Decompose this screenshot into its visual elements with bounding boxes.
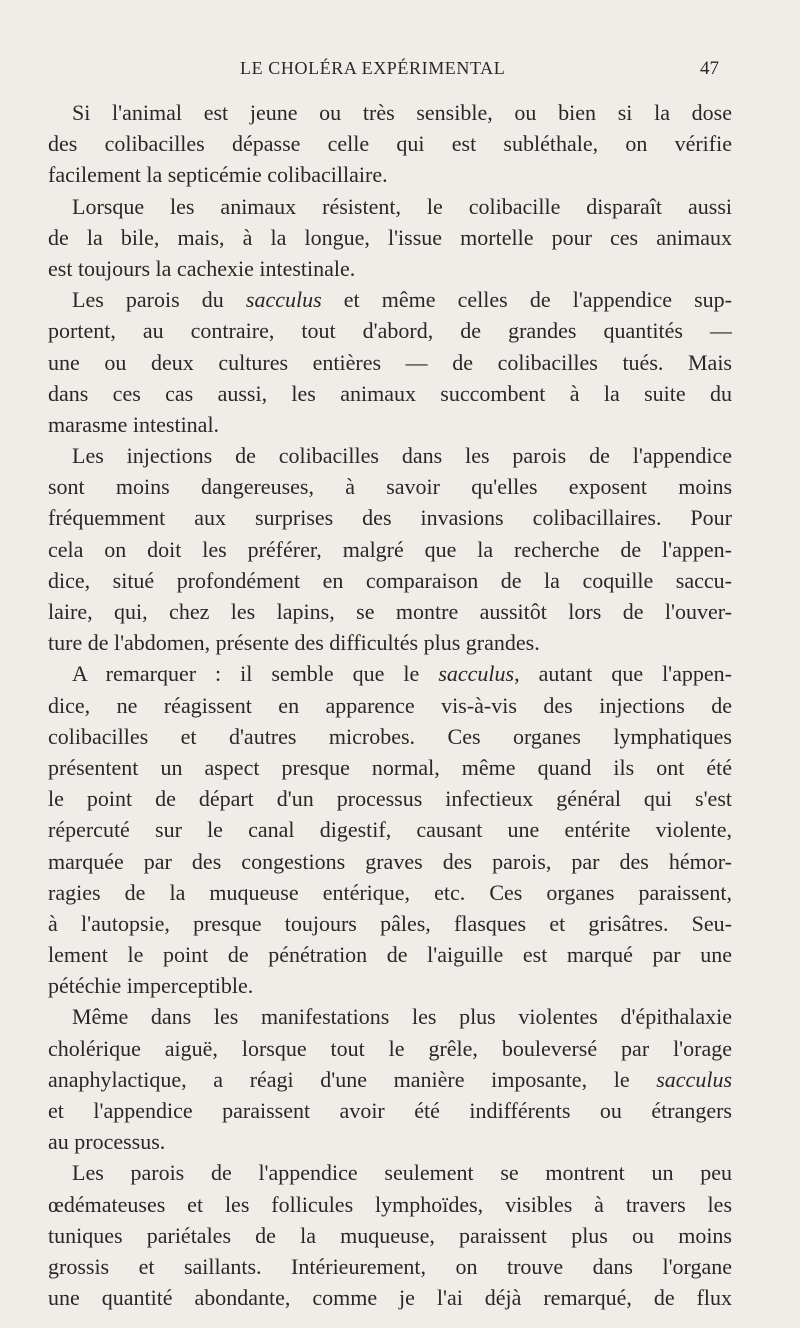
text-segment: une quantité abondante, comme je l'ai déjà remarqué, de flux	[48, 1285, 732, 1311]
text-segment: colibacilles et d'autres microbes. Ces organes lymphatiques	[48, 723, 732, 749]
text-line	[48, 315, 732, 346]
text-line	[48, 378, 732, 409]
text-line	[48, 502, 732, 533]
text-segment: facilement la septicémie colibacillaire.	[48, 162, 388, 188]
text-line	[48, 1095, 732, 1126]
text-line	[48, 222, 732, 253]
text-segment: lement le point de pénétration de l'aiguille est marqué par une	[48, 942, 732, 968]
text-line	[48, 596, 732, 627]
text-line	[48, 846, 732, 877]
text-segment: des colibacilles dépasse celle qui est subléthale, on vérifie	[48, 131, 732, 157]
text-segment: anaphylactique, a réagi d'une manière imposante, le	[48, 1066, 657, 1092]
text-line	[48, 1033, 732, 1064]
text-line	[48, 721, 732, 752]
text-segment: sont moins dangereuses, à savoir qu'elles exposent moins	[48, 474, 732, 500]
text-segment: répercuté sur le canal digestif, causant une entérite violente,	[48, 817, 732, 843]
text-line	[48, 1282, 732, 1313]
text-segment: Les parois de l'appendice seulement se montrent un peu	[72, 1160, 732, 1186]
text-line	[48, 877, 732, 908]
text-segment: laire, qui, chez les lapins, se montre aussitôt lors de l'ouver-	[48, 599, 732, 624]
italic-term: sacculus	[438, 661, 515, 687]
text-line	[48, 128, 732, 159]
text-line	[48, 1157, 732, 1188]
text-line	[48, 347, 732, 378]
text-segment: présentent un aspect presque normal, même quand ils ont été	[48, 754, 732, 780]
text-segment: dans ces cas aussi, les animaux succombent à la suite du	[48, 380, 732, 406]
text-segment: dice, situé profondément en comparaison de la coquille saccu-	[48, 567, 732, 593]
text-segment: œdémateuses et les follicules lymphoïdes, visibles à travers les	[48, 1191, 732, 1217]
text-line	[48, 1064, 732, 1095]
text-segment: portent, au contraire, tout d'abord, de grandes quantités —	[48, 318, 732, 344]
text-line	[48, 1220, 732, 1251]
body-text	[48, 97, 732, 1313]
text-segment: et même celles de l'appendice sup-	[321, 287, 732, 313]
text-segment: une ou deux cultures entières — de colibacilles tués. Mais	[48, 349, 732, 375]
running-title: LE CHOLÉRA EXPÉRIMENTAL	[240, 58, 506, 78]
text-segment: A remarquer : il semble que le	[72, 661, 439, 687]
text-line	[48, 284, 732, 315]
text-line	[48, 191, 732, 222]
text-segment: Si l'animal est jeune ou très sensible, ou bien si la dose	[72, 100, 732, 125]
text-line	[48, 159, 732, 190]
text-segment: de la bile, mais, à la longue, l'issue mortelle pour ces animaux	[48, 224, 732, 250]
text-line	[48, 814, 732, 845]
text-line	[48, 409, 732, 440]
text-segment: Même dans les manifestations les plus violentes d'épithalaxie	[72, 1004, 732, 1030]
text-line	[48, 627, 732, 658]
text-segment: est toujours la cachexie intestinale.	[48, 255, 356, 281]
text-segment: cela on doit les préférer, malgré que la recherche de l'appen-	[48, 536, 732, 562]
text-line	[48, 440, 732, 471]
text-segment: Les parois du	[72, 287, 246, 313]
text-line	[48, 752, 732, 783]
text-line	[48, 565, 732, 596]
text-line	[48, 1251, 732, 1282]
text-segment: Les injections de colibacilles dans les parois de l'appendice	[72, 443, 732, 469]
italic-term: sacculus	[656, 1066, 732, 1092]
italic-term: sacculus	[245, 287, 322, 313]
text-segment: à l'autopsie, presque toujours pâles, flasques et grisâtres. Seu-	[48, 910, 732, 936]
text-segment: marquée par des congestions graves des parois, par des hémor-	[48, 848, 732, 874]
text-line	[48, 97, 732, 128]
text-line	[48, 658, 732, 689]
text-line	[48, 690, 732, 721]
text-segment: le point de départ d'un processus infectieux général qui s'est	[48, 786, 732, 812]
text-segment: dice, ne réagissent en apparence vis-à-vis des injections de	[48, 692, 732, 718]
text-line	[48, 1126, 732, 1157]
text-line	[48, 783, 732, 814]
text-segment: pétéchie imperceptible.	[48, 973, 254, 999]
text-segment: grossis et saillants. Intérieurement, on trouve dans l'organe	[48, 1253, 732, 1279]
text-segment: cholérique aiguë, lorsque tout le grêle, bouleversé par l'orage	[48, 1035, 732, 1061]
text-segment: ragies de la muqueuse entérique, etc. Ces organes paraissent,	[48, 879, 732, 905]
text-line	[48, 1001, 732, 1032]
text-segment: au processus.	[48, 1129, 166, 1155]
text-line	[48, 939, 732, 970]
text-segment: Lorsque les animaux résistent, le colibacille disparaît aussi	[72, 193, 732, 219]
text-line	[48, 253, 732, 284]
text-segment: et l'appendice paraissent avoir été indifférents ou étrangers	[48, 1098, 732, 1123]
page-number: 47	[700, 58, 719, 79]
text-segment: tuniques pariétales de la muqueuse, paraissent plus ou moins	[48, 1222, 732, 1248]
text-line	[48, 908, 732, 939]
text-line	[48, 534, 732, 565]
text-segment: , autant que l'appen-	[514, 661, 732, 687]
text-line	[48, 970, 732, 1001]
text-segment: ture de l'abdomen, présente des difficultés plus grandes.	[48, 630, 540, 656]
page-header	[0, 58, 800, 86]
text-segment: fréquemment aux surprises des invasions colibacillaires. Pour	[48, 505, 732, 531]
text-line	[48, 1189, 732, 1220]
text-segment: marasme intestinal.	[48, 411, 220, 437]
text-line	[48, 471, 732, 502]
